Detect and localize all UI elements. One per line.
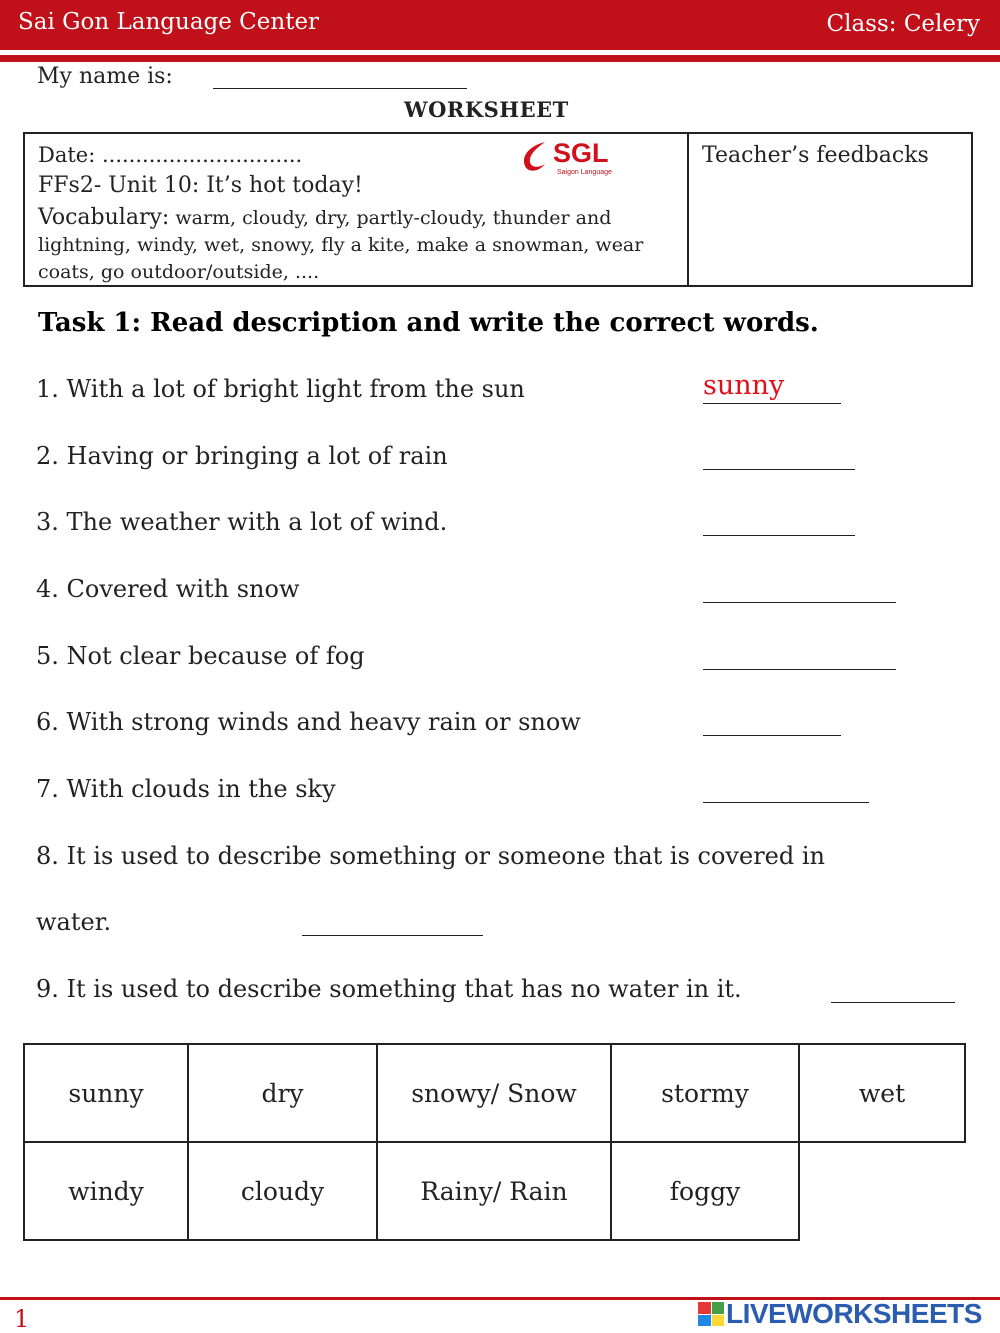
table-row xyxy=(24,1044,965,1142)
vocabulary-label: Vocabulary: xyxy=(38,205,170,230)
school-name: Sai Gon Language Center xyxy=(18,9,320,35)
sgl-logo xyxy=(515,138,615,178)
word-cell: cloudy xyxy=(188,1142,377,1240)
answer-blank-4[interactable] xyxy=(703,602,896,603)
page-number: 1 xyxy=(14,1305,30,1333)
word-cell: wet xyxy=(799,1044,965,1142)
info-box xyxy=(23,132,973,287)
answer-blank-1[interactable] xyxy=(703,403,841,404)
unit-title: FFs2- Unit 10: It’s hot today! xyxy=(38,173,363,198)
answer-blank-5[interactable] xyxy=(703,669,896,670)
question-8: 8. It is used to describe something or someone that is covered in xyxy=(36,842,825,870)
teacher-feedback-label: Teacher’s feedbacks xyxy=(702,143,929,168)
table-row xyxy=(24,1142,965,1240)
answer-blank-3[interactable] xyxy=(703,535,855,536)
empty-cell xyxy=(799,1142,965,1240)
word-cell: stormy xyxy=(611,1044,799,1142)
swoosh-icon xyxy=(515,138,555,178)
answer-blank-6[interactable] xyxy=(703,735,841,736)
brand-text: LIVEWORKSHEETS xyxy=(726,1298,982,1329)
task-title: Task 1: Read description and write the correct words. xyxy=(38,308,819,338)
vocabulary-words: warm, cloudy, dry, partly-cloudy, thunder and lightning, windy, wet, snowy, fly a kite, make a snowman, wear coats, go outdoor/outside, .... xyxy=(38,207,644,283)
vocabulary-text xyxy=(38,204,678,286)
word-cell: windy xyxy=(24,1142,188,1240)
logo-text: SGL xyxy=(553,138,609,168)
word-bank-table xyxy=(23,1043,966,1241)
word-cell: foggy xyxy=(611,1142,799,1240)
answer-1[interactable]: sunny xyxy=(703,370,785,401)
word-cell: dry xyxy=(188,1044,377,1142)
date-field: Date: .............................. xyxy=(38,143,303,167)
word-cell: sunny xyxy=(24,1044,188,1142)
question-5: 5. Not clear because of fog xyxy=(36,642,365,670)
question-2: 2. Having or bringing a lot of rain xyxy=(36,442,448,470)
info-divider xyxy=(687,134,689,285)
liveworksheets-brand[interactable] xyxy=(698,1298,998,1332)
answer-blank-7[interactable] xyxy=(703,802,869,803)
name-label: My name is: xyxy=(37,64,173,89)
liveworksheets-icon xyxy=(698,1302,724,1326)
header-bar xyxy=(0,0,1000,50)
word-cell: Rainy/ Rain xyxy=(377,1142,611,1240)
class-label: Class: Celery xyxy=(826,11,980,37)
word-cell: snowy/ Snow xyxy=(377,1044,611,1142)
question-3: 3. The weather with a lot of wind. xyxy=(36,508,448,536)
question-6: 6. With strong winds and heavy rain or snow xyxy=(36,708,581,736)
worksheet-title: WORKSHEET xyxy=(404,97,569,122)
answer-blank-2[interactable] xyxy=(703,469,855,470)
question-7: 7. With clouds in the sky xyxy=(36,775,336,803)
name-input-line[interactable] xyxy=(213,88,467,89)
question-8-continued: water. xyxy=(36,908,112,936)
answer-blank-9[interactable] xyxy=(831,1002,955,1003)
question-4: 4. Covered with snow xyxy=(36,575,300,603)
logo-subtext: Saigon Language xyxy=(557,169,612,176)
question-9: 9. It is used to describe something that has no water in it. xyxy=(36,975,742,1003)
question-1: 1. With a lot of bright light from the sun xyxy=(36,375,525,403)
header-divider xyxy=(0,55,1000,62)
answer-blank-8[interactable] xyxy=(302,935,483,936)
